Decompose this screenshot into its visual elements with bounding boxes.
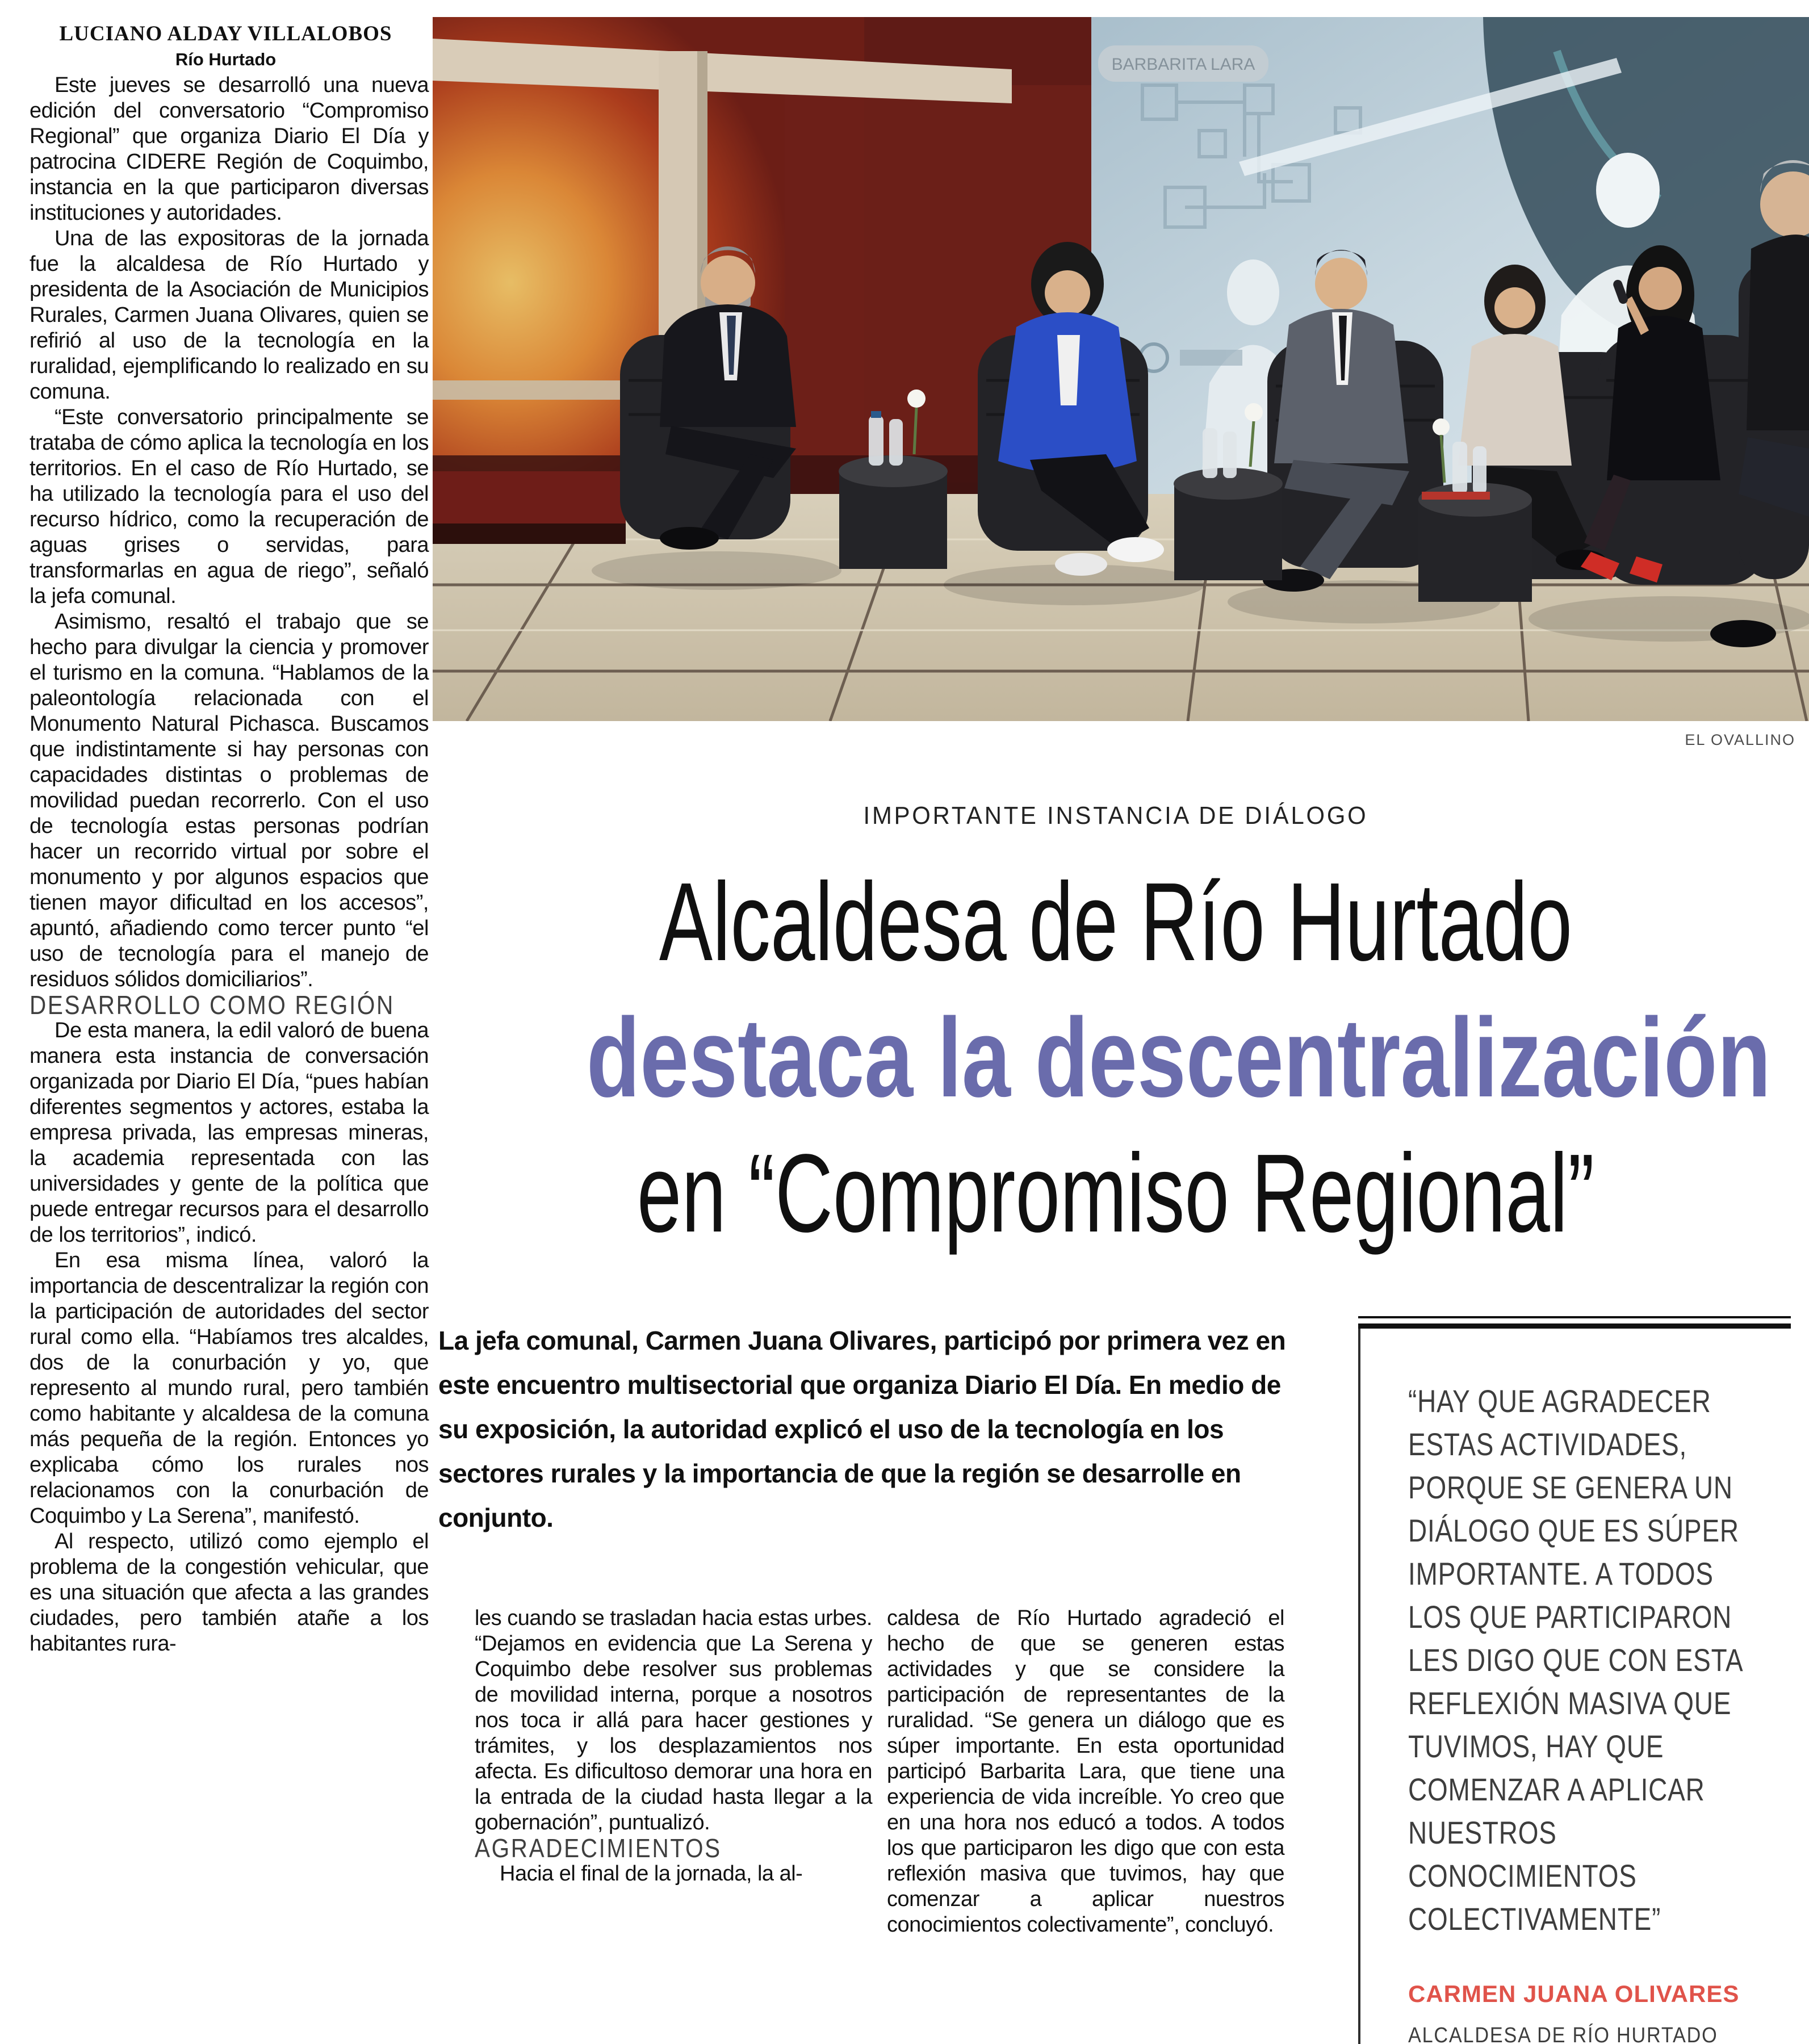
photo-illustration	[433, 17, 1809, 721]
quote-text: “HAY QUE AGRADECER ESTAS ACTIVIDADES, PORQUE SE GENERA UN DIÁLOGO QUE ES SÚPER IMPORTANTE. A TODOS LOS QUE PARTICIPARON LES DIGO QUE CON ESTA REFLEXIÓN MASIVA QUE TUVIMOS, HAY QUE COMENZAR A APLICAR NUESTROS CONOCIMIENTOS COLECTIVAMENTE”	[1408, 1383, 1742, 1937]
headline-line-1: Alcaldesa de Río Hurtado	[659, 860, 1573, 984]
paragraph: Al respecto, utilizó como ejemplo el problema de la congestión vehicular, que es una situación que afecta a las grandes ciudades, pero también atañe a los habitantes rura-	[30, 1530, 429, 1656]
paragraph: les cuando se trasladan hacia estas urbes. “Dejamos en evidencia que La Serena y Coquimbo debe resolver sus problemas de movilidad interna, porque a nosotros nos toca ir allá para hacer gestiones y trámites, y los desplazamientos nos afecta. Es dificultoso demorar una hora en la entrada de la ciudad hasta llegar a la gobernación”, puntualizó.	[475, 1606, 872, 1834]
paragraph: caldesa de Río Hurtado agradeció el hecho de que se generen estas actividades y que se considere la participación de representantes de la ruralidad. “Se genera un diálogo que es súper importante. En esta oportunidad participó Barbarita Lara, que tiene una experiencia de vida increíble. Yo creo que en una hora nos educó a todos. A todos los que participaron les digo que con esta reflexión masiva que tuvimos, hay que comenzar a aplicar nuestros conocimientos colectivamente”, concluyó.	[887, 1606, 1284, 1937]
lead-paragraph: La jefa comunal, Carmen Juana Olivares, participó por primera vez en este encuentro multisectorial que organiza Diario El Día. En medio de su exposición, la autoridad explicó el uso de la tecnología en los sectores rurales y la importancia de que la región se desarrolle en conjunto.	[438, 1326, 1286, 1532]
headline-line-3: en “Compromiso Regional”	[636, 1131, 1595, 1255]
paragraph: Asimismo, resaltó el trabajo que se hecho para divulgar la ciencia y promover el turismo en la comuna. “Hablamos de la paleontología relacionada con el Monumento Natural Pichasca. Buscamos que indistintamente si hay personas con capacidades distintas o problemas de movilidad puedan recorrerlo. Con el uso de tecnología estas personas podrían hacer un recorrido virtual por sobre el monumento y por algunos espacios que tienen mayor dificultad en los accesos”, apuntó, añadiendo como tercer punto “el uso de tecnología para el manejo de residuos sólidos domiciliarios”.	[30, 610, 429, 991]
paragraph: Hacia el final de la jornada, la al-	[500, 1862, 803, 1886]
paragraph: Este jueves se desarrolló una nueva edición del conversatorio “Compromiso Regional” que organiza Diario El Día y patrocina CIDERE Región de Coquimbo, instancia en la que participaron diversas instituciones y autoridades.	[30, 73, 429, 225]
quote-body	[1358, 1329, 1791, 2044]
headline	[437, 855, 1794, 1261]
quote-top-rule-thin	[1358, 1316, 1791, 1318]
paragraph: De esta manera, la edil valoró de buena manera esta instancia de conversación organizada por Diario El Día, “pues habían diferentes segmentos y actores, estaba la empresa privada, las empresas mineras, la academia representada con las universidades y gente de la política que puede entregar recursos para el desarrollo de los territorios”, indicó.	[30, 1019, 429, 1247]
left-column	[30, 73, 429, 1657]
headline-line-2: destaca la descentralización	[586, 995, 1771, 1120]
quote-author-role: ALCALDESA DE RÍO HURTADO	[1408, 2024, 1718, 2044]
middle-column-2	[887, 1606, 1284, 1938]
kicker: IMPORTANTE INSTANCIA DE DIÁLOGO	[863, 802, 1368, 830]
byline-author: LUCIANO ALDAY VILLALOBOS	[59, 22, 392, 45]
section-header-agradecimientos: AGRADECIMIENTOS	[475, 1833, 722, 1863]
screen-label-barbarita-pill	[1098, 45, 1268, 82]
pull-quote	[1358, 1316, 1791, 2044]
section-header-desarrollo: DESARROLLO COMO REGIÓN	[30, 990, 395, 1020]
paragraph: Una de las expositoras de la jornada fue la alcaldesa de Río Hurtado y presidenta de la Asociación de Municipios Rurales, Carmen Juana Olivares, quien se refirió al uso de la tecnología en la ruralidad, ejemplificando lo realizado en su comuna.	[30, 227, 429, 404]
quote-top-rule-thick	[1358, 1323, 1791, 1329]
quote-author: CARMEN JUANA OLIVARES	[1408, 1980, 1740, 2007]
panel-discussion-photo	[433, 17, 1809, 721]
middle-column-1	[475, 1606, 872, 1887]
photo-credit: EL OVALLINO	[1685, 731, 1795, 748]
byline	[23, 22, 429, 70]
screen-label-barbarita: BARBARITA LARA	[1111, 55, 1255, 74]
byline-location: Río Hurtado	[175, 49, 277, 69]
paragraph: “Este conversatorio principalmente se trataba de cómo aplica la tecnología en los territorios. En el caso de Río Hurtado, se ha utilizado la tecnología para el uso del recurso hídrico, como la recuperación de aguas grises o servidas, para transformarlas en agua de riego”, señaló la jefa comunal.	[30, 405, 429, 608]
paragraph: En esa misma línea, valoró la importancia de descentralizar la región con la participación de autoridades del sector rural como ella. “Habíamos tres alcaldes, dos de la conurbación y yo, que represento al mundo rural, pero también como habitante y alcaldesa de la comuna más pequeña de la región. Entonces yo explicaba cómo los rurales nos relacionamos con la conurbación de Coquimbo y La Serena”, manifestó.	[30, 1249, 429, 1528]
